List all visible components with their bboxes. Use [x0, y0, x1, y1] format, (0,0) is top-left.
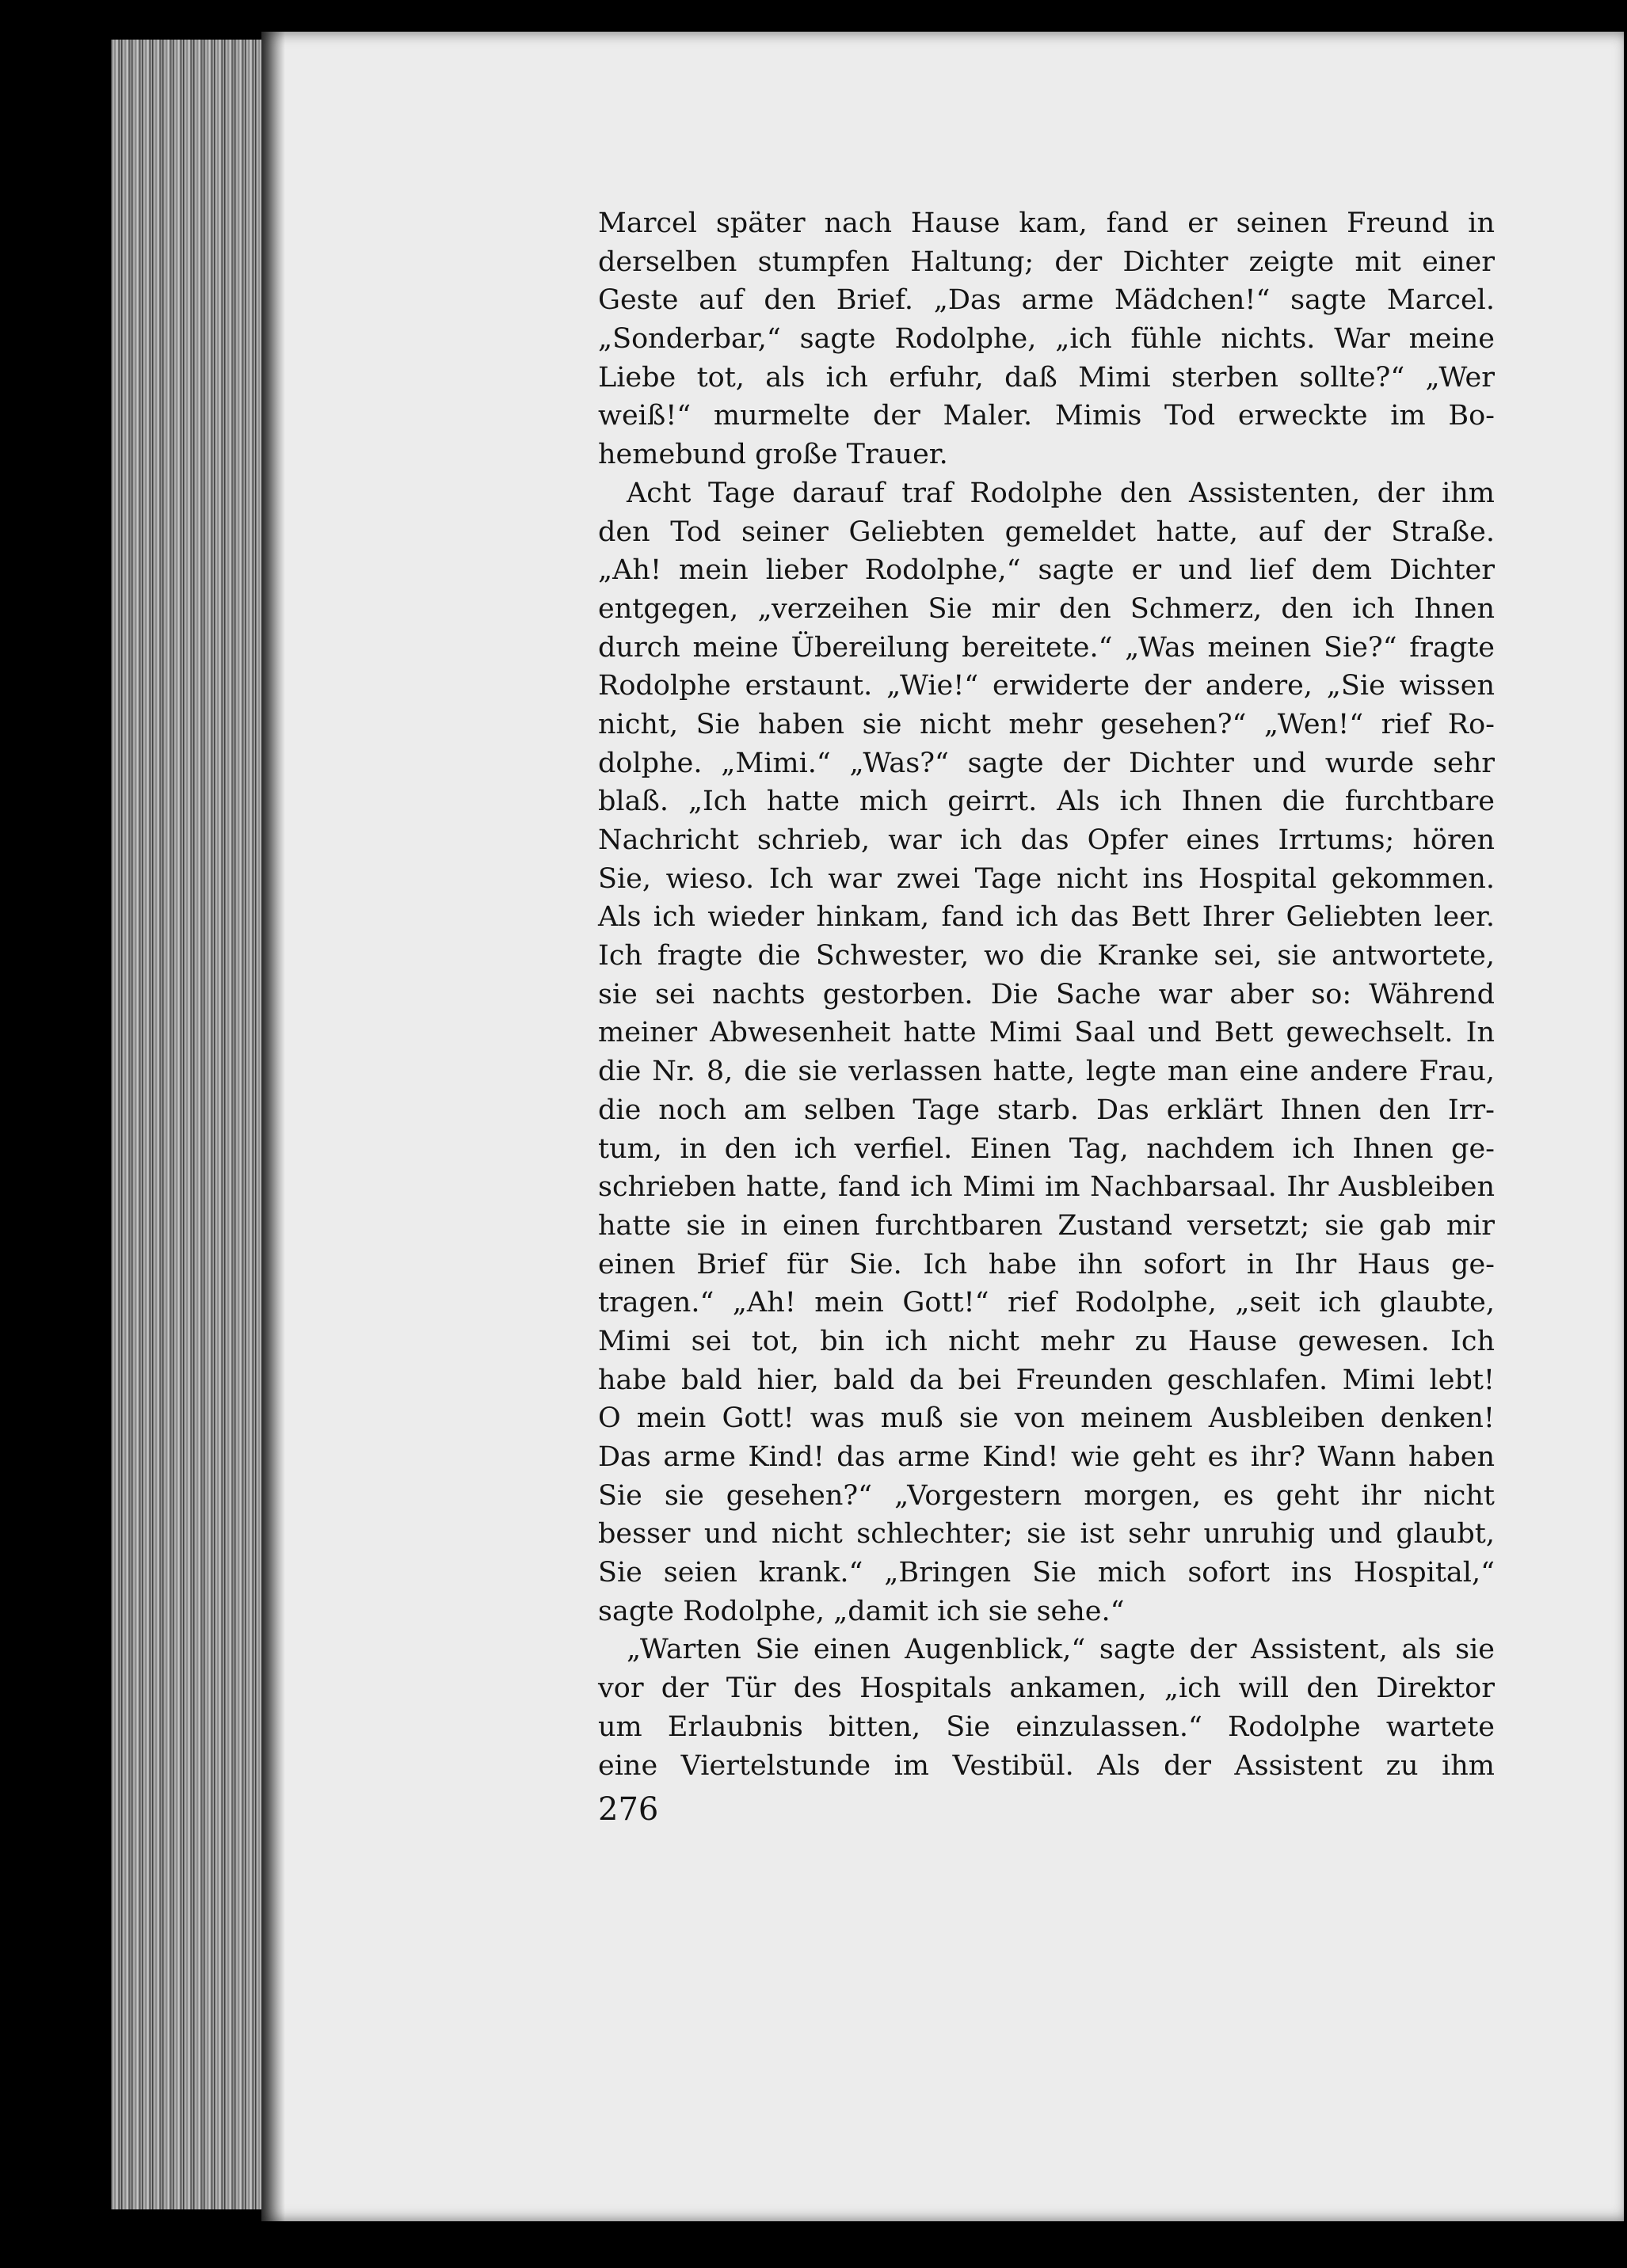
- text-line: die Nr. 8, die sie verlassen hatte, legte man eine andere Frau,: [598, 1056, 1495, 1088]
- text-line: besser und nicht schlechter; sie ist sehr unruhig und glaubt,: [598, 1518, 1495, 1551]
- text-line: entgegen, „verzeihen Sie mir den Schmerz, den ich Ihnen: [598, 592, 1495, 625]
- text-line: meiner Abwesenheit hatte Mimi Saal und Bett gewechselt. In: [598, 1017, 1495, 1049]
- text-line: Liebe tot, als ich erfuhr, daß Mimi sterben sollte?“ „Wer: [598, 361, 1495, 394]
- text-line: tum, in den ich verfiel. Einen Tag, nachdem ich Ihnen ge-: [598, 1132, 1495, 1165]
- text-line: sie sei nachts gestorben. Die Sache war aber so: Während: [598, 978, 1495, 1010]
- text-line: Geste auf den Brief. „Das arme Mädchen!“ sagte Marcel.: [598, 284, 1495, 317]
- text-line: einen Brief für Sie. Ich habe ihn sofort in Ihr Haus ge-: [598, 1248, 1495, 1281]
- text-line: Mimi sei tot, bin ich nicht mehr zu Hause gewesen. Ich: [598, 1325, 1495, 1357]
- text-line: „Sonderbar,“ sagte Rodolphe, „ich fühle nichts. War meine: [598, 323, 1495, 356]
- text-line: den Tod seiner Geliebten gemeldet hatte, auf der Straße.: [598, 516, 1495, 548]
- body-text: [598, 204, 1495, 1785]
- page-edge: [111, 40, 277, 2209]
- page-number: 276: [598, 1791, 659, 1828]
- text-line: eine Viertelstunde im Vestibül. Als der Assistent zu ihm: [598, 1749, 1495, 1782]
- text-line: Ich fragte die Schwester, wo die Kranke sei, sie antwortete,: [598, 940, 1495, 972]
- text-line: Sie, wieso. Ich war zwei Tage nicht ins Hospital gekommen.: [598, 862, 1495, 895]
- text-line: Das arme Kind! das arme Kind! wie geht es ihr? Wann haben: [598, 1441, 1495, 1473]
- text-line: derselben stumpfen Haltung; der Dichter zeigte mit einer: [598, 245, 1495, 278]
- text-line: Sie seien krank.“ „Bringen Sie mich sofort ins Hospital,“: [598, 1557, 1495, 1589]
- text-line: tragen.“ „Ah! mein Gott!“ rief Rodolphe, „seit ich glaubte,: [598, 1287, 1495, 1319]
- text-line: nicht, Sie haben sie nicht mehr gesehen?“ „Wen!“ rief Ro-: [598, 708, 1495, 740]
- text-line: habe bald hier, bald da bei Freunden geschlafen. Mimi lebt!: [598, 1364, 1495, 1396]
- text-line: Als ich wieder hinkam, fand ich das Bett Ihrer Geliebten leer.: [598, 901, 1495, 934]
- text-line: sagte Rodolphe, „damit ich sie sehe.“: [598, 1595, 1125, 1627]
- text-line: hemebund große Trauer.: [598, 439, 948, 471]
- text-line: weiß!“ murmelte der Maler. Mimis Tod erweckte im Bo-: [598, 400, 1495, 432]
- text-line: „Ah! mein lieber Rodolphe,“ sagte er und lief dem Dichter: [598, 554, 1495, 587]
- text-line: durch meine Übereilung bereitete.“ „Was meinen Sie?“ fragte: [598, 631, 1495, 664]
- text-line: blaß. „Ich hatte mich geirrt. Als ich Ihnen die furchtbare: [598, 786, 1495, 818]
- text-line: hatte sie in einen furchtbaren Zustand versetzt; sie gab mir: [598, 1209, 1495, 1242]
- text-line: Nachricht schrieb, war ich das Opfer eines Irrtums; hören: [598, 824, 1495, 856]
- text-line: die noch am selben Tage starb. Das erklärt Ihnen den Irr-: [598, 1094, 1495, 1126]
- spine-shadow: [261, 32, 285, 2221]
- text-line: Rodolphe erstaunt. „Wie!“ erwiderte der andere, „Sie wissen: [598, 670, 1495, 702]
- text-line: dolphe. „Mimi.“ „Was?“ sagte der Dichter und wurde sehr: [598, 747, 1495, 779]
- text-line: Acht Tage darauf traf Rodolphe den Assistenten, der ihm: [627, 477, 1495, 509]
- text-line: Sie sie gesehen?“ „Vorgestern morgen, es geht ihr nicht: [598, 1479, 1495, 1512]
- text-line: schrieben hatte, fand ich Mimi im Nachbarsaal. Ihr Ausbleiben: [598, 1171, 1495, 1204]
- text-line: um Erlaubnis bitten, Sie einzulassen.“ Rodolphe wartete: [598, 1711, 1495, 1743]
- text-line: vor der Tür des Hospitals ankamen, „ich will den Direktor: [598, 1672, 1495, 1705]
- text-line: Marcel später nach Hause kam, fand er seinen Freund in: [598, 207, 1495, 239]
- text-line: O mein Gott! was muß sie von meinem Ausbleiben denken!: [598, 1402, 1495, 1435]
- text-line: „Warten Sie einen Augenblick,“ sagte der Assistent, als sie: [627, 1634, 1495, 1666]
